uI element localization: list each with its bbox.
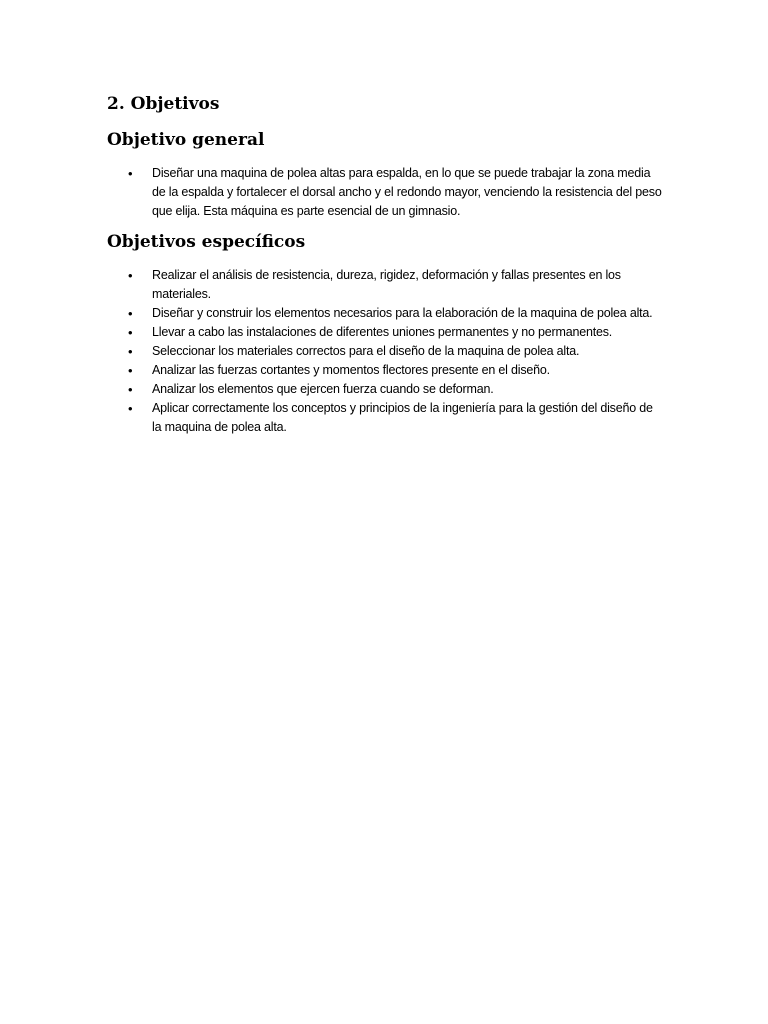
general-objective-heading: Objetivo general — [107, 130, 265, 150]
bullet-icon: • — [128, 382, 133, 397]
list-item-text: Aplicar correctamente los conceptos y principios de la ingeniería para la gestión del diseño de la maquina de polea alta. — [152, 401, 653, 434]
list-item — [0, 342, 768, 361]
list-item — [0, 323, 768, 342]
bullet-icon: • — [128, 268, 133, 283]
bullet-icon: • — [128, 166, 133, 181]
bullet-icon: • — [128, 363, 133, 378]
bullet-icon: • — [128, 344, 133, 359]
list-item-text: Analizar las fuerzas cortantes y momentos flectores presente en el diseño. — [152, 363, 550, 377]
list-item — [0, 266, 768, 304]
specific-objectives-heading: Objetivos específicos — [107, 232, 306, 252]
specific-objectives-list — [0, 266, 768, 437]
list-item-text: Llevar a cabo las instalaciones de diferentes uniones permanentes y no permanentes. — [152, 325, 613, 339]
list-item-text: Analizar los elementos que ejercen fuerza cuando se deforman. — [152, 382, 494, 396]
bullet-icon: • — [128, 306, 133, 321]
list-item — [0, 361, 768, 380]
list-item-text: Diseñar una maquina de polea altas para espalda, en lo que se puede trabajar la zona media de la espalda y fortalecer el dorsal ancho y el redondo mayor, venciendo la resistencia del peso que elija. Esta máquina es parte esencial de un gimnasio. — [152, 166, 662, 218]
list-item — [0, 399, 768, 437]
bullet-icon: • — [128, 325, 133, 340]
list-item — [0, 164, 768, 221]
bullet-icon: • — [128, 401, 133, 416]
section-title: 2. Objetivos — [107, 94, 220, 114]
list-item-text: Seleccionar los materiales correctos para el diseño de la maquina de polea alta. — [152, 344, 580, 358]
list-item — [0, 380, 768, 399]
list-item — [0, 304, 768, 323]
list-item-text: Diseñar y construir los elementos necesarios para la elaboración de la maquina de polea alta. — [152, 306, 653, 320]
general-objective-list — [0, 164, 768, 221]
list-item-text: Realizar el análisis de resistencia, dureza, rigidez, deformación y fallas presentes en los materiales. — [152, 268, 621, 301]
